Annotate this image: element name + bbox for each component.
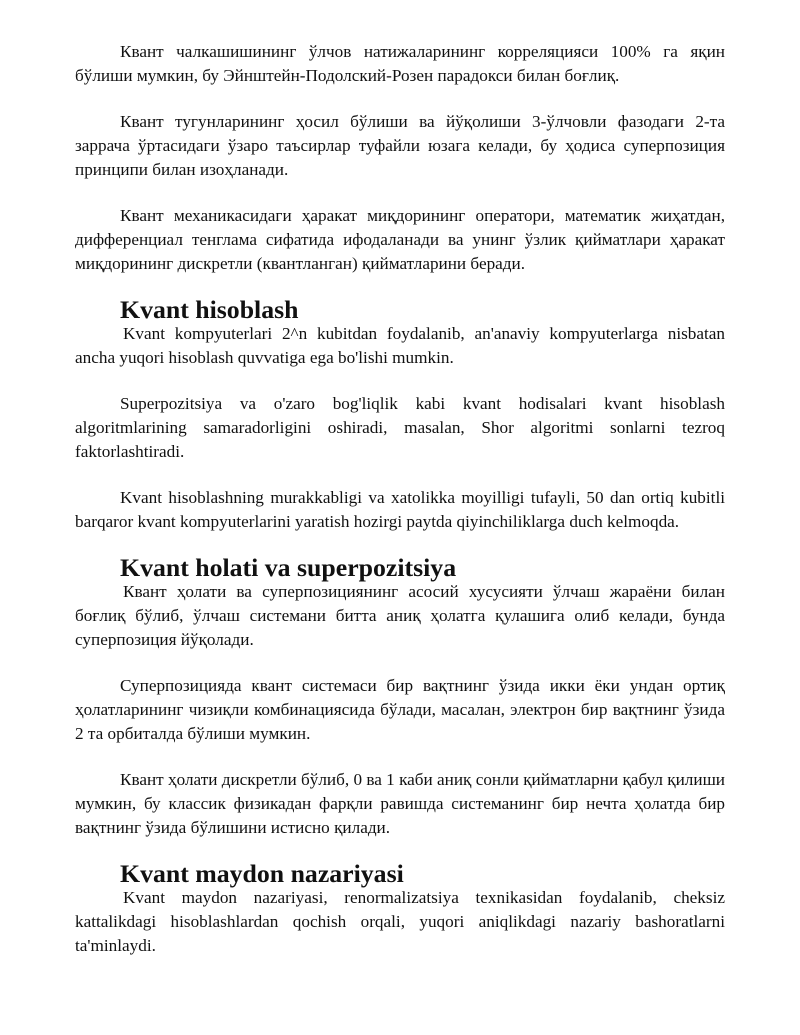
- paragraph-gap: [75, 88, 725, 110]
- state-paragraph-1: Квант ҳолати ва суперпозициянинг асосий хусусияти ўлчаш жараёни билан боғлиқ бўлиб, ўлчаш системани битта аниқ ҳолатга қулашига олиб келади, бунда суперпозиция йўқолади.: [75, 582, 725, 649]
- paragraph-gap: [75, 370, 725, 392]
- intro-paragraph-2: Квант тугунларининг ҳосил бўлиши ва йўқолиши 3-ўлчовли фазодаги 2-та заррача ўртасидаги ўзаро таъсирлар туфайли юзага келади, бу ҳодиса суперпозиция принципи билан изоҳланади.: [75, 112, 725, 179]
- paragraph-gap: [75, 464, 725, 486]
- paragraph-gap: [75, 182, 725, 204]
- state-paragraph-2: Суперпозицияда квант системаси бир вақтнинг ўзида икки ёки ундан ортиқ ҳолатларининг чизиқли комбинациясида бўлади, масалан, электрон бир вақтнинг ўзида 2 та орбиталда бўлиши мумкин.: [75, 676, 725, 743]
- intro-paragraph-3: Квант механикасидаги ҳаракат миқдорининг оператори, математик жиҳатдан, дифференциал тенглама сифатида ифодаланади ва унинг ўзлик қийматлари ҳаракат миқдорининг дискретли (квантланган) қийматларини беради.: [75, 206, 725, 273]
- computing-paragraph-3: Kvant hisoblashning murakkabligi va xatolikka moyilligi tufayli, 50 dan ortiq kubitli barqaror kvant kompyuterlarini yaratish hozirgi paytda qiyinchiliklarga duch kelmoqda.: [75, 488, 725, 531]
- intro-paragraph-1: Квант чалкашишининг ўлчов натижаларининг корреляцияси 100% га яқин бўлиши мумкин, бу Эйнштейн-Подолский-Розен парадокси билан боғлиқ.: [75, 42, 725, 85]
- computing-paragraph-1: Kvant kompyuterlari 2^n kubitdan foydalanib, an'anaviy kompyuterlarga nisbatan ancha yuqori hisoblash quvvatiga ega bo'lishi mumkin.: [75, 324, 725, 367]
- computing-paragraph-2: Superpozitsiya va o'zaro bog'liqlik kabi kvant hodisalari kvant hisoblash algoritmlarining samaradorligini oshiradi, masalan, Shor algoritmi sonlarni tezroq faktorlashtiradi.: [75, 394, 725, 461]
- section-heading-kvant-maydon: Kvant maydon nazariyasi: [120, 859, 404, 888]
- paragraph-gap: [75, 746, 725, 768]
- state-paragraph-3: Квант ҳолати дискретли бўлиб, 0 ва 1 каби аниқ сонли қийматларни қабул қилиши мумкин, бу классик физикадан фарқли равишда системанинг бир нечта ҳолатда бир вақтнинг ўзида бўлишини истисно қилади.: [75, 770, 725, 837]
- section-heading-kvant-holati: Kvant holati va superpozitsiya: [120, 553, 457, 582]
- paragraph-gap: [75, 652, 725, 674]
- section-heading-kvant-hisoblash: Kvant hisoblash: [120, 295, 299, 324]
- document-page: [75, 40, 725, 958]
- field-paragraph-1: Kvant maydon nazariyasi, renormalizatsiya texnikasidan foydalanib, cheksiz kattalikdagi hisoblashlardan qochish orqali, yuqori aniqlikdagi nazariy bashoratlarni ta'minlaydi.: [75, 888, 725, 955]
